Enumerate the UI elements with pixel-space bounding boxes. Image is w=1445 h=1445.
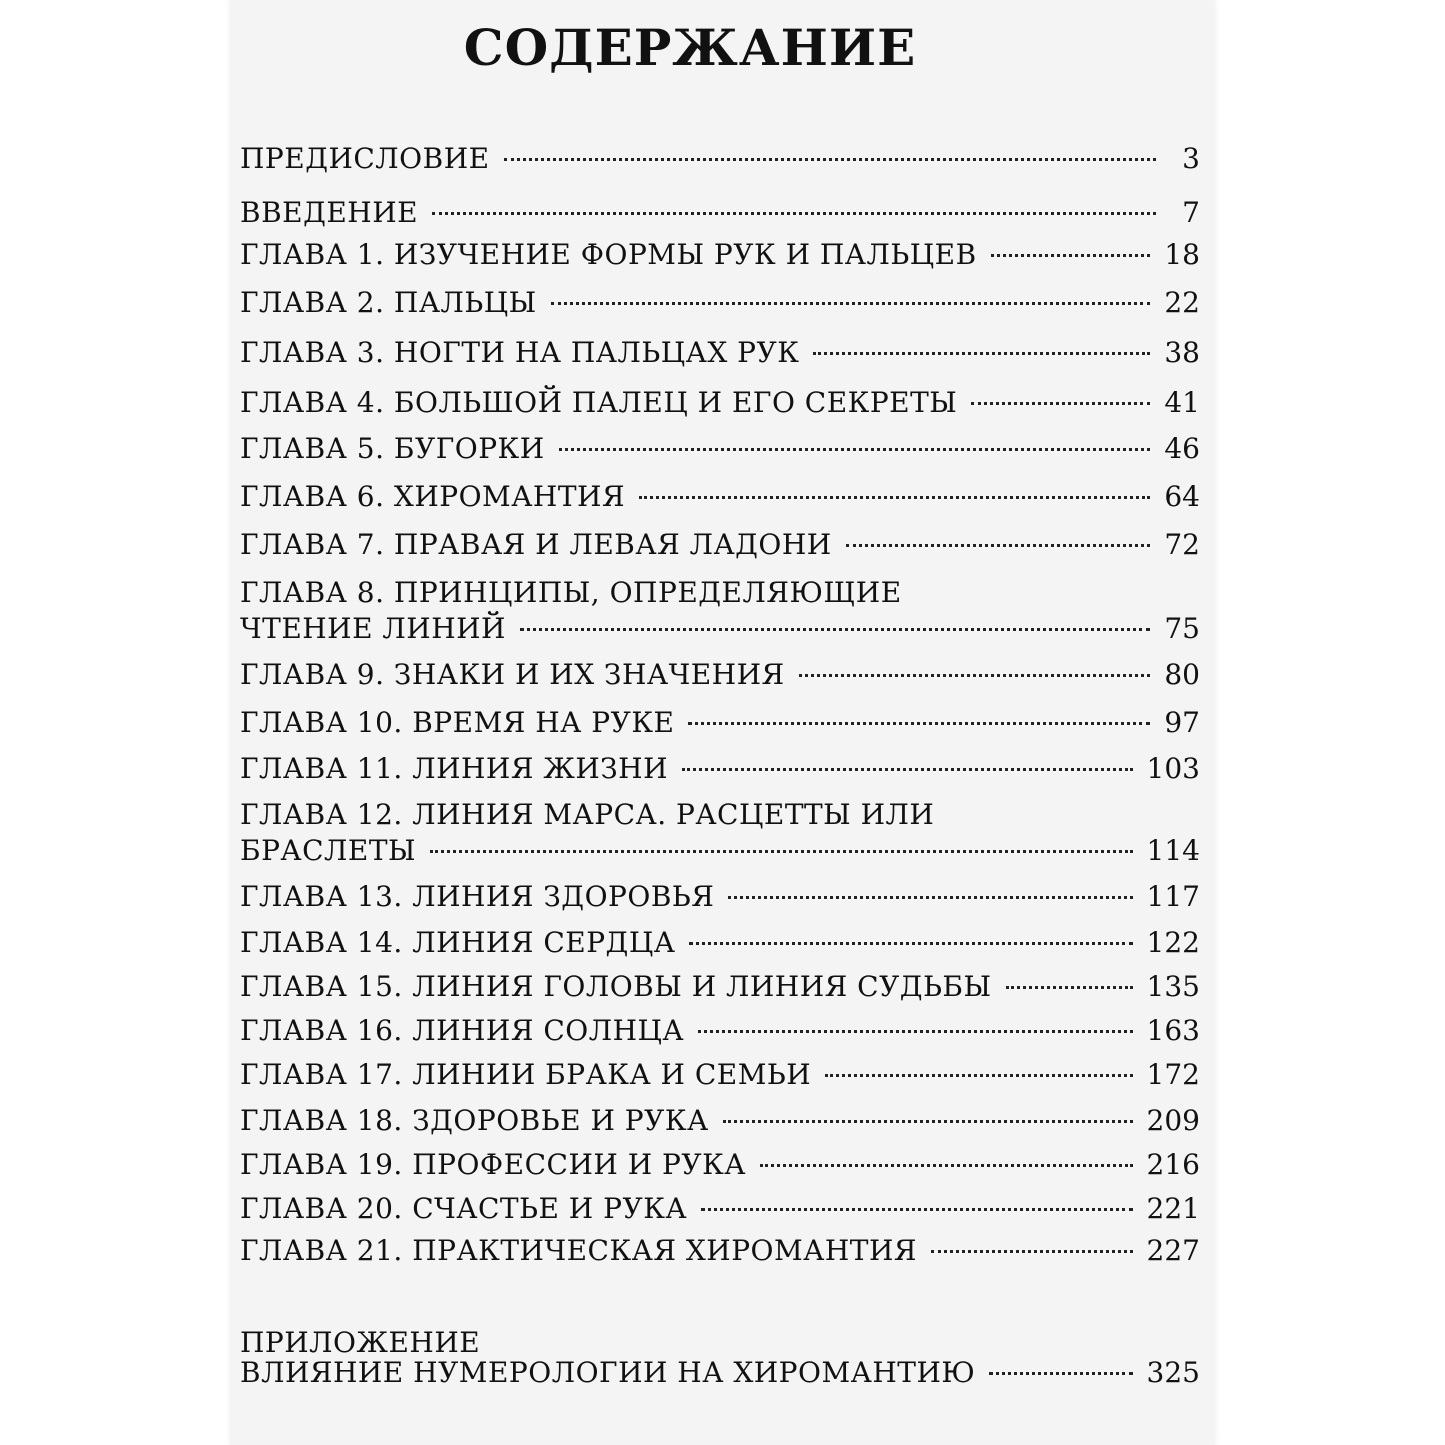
- toc-entry-label: ПРЕДИСЛОВИЕ: [240, 142, 490, 175]
- toc-entry-label: ГЛАВА 19. ПРОФЕССИИ И РУКА: [240, 1148, 746, 1181]
- toc-entry-label: ГЛАВА 5. БУГОРКИ: [240, 432, 545, 465]
- toc-entry: [240, 752, 1200, 785]
- toc-page-number: 18: [1164, 238, 1200, 271]
- toc-page-number: 72: [1164, 528, 1200, 561]
- toc-entry-label: ГЛАВА 21. ПРАКТИЧЕСКАЯ ХИРОМАНТИЯ: [240, 1234, 917, 1267]
- toc-entry-label: ГЛАВА 2. ПАЛЬЦЫ: [240, 286, 537, 319]
- toc-entry-label: ГЛАВА 3. НОГТИ НА ПАЛЬЦАХ РУК: [240, 336, 800, 369]
- toc-entry: [240, 706, 1200, 739]
- toc-entry-label: ГЛАВА 7. ПРАВАЯ И ЛЕВАЯ ЛАДОНИ: [240, 528, 832, 561]
- toc-page-number: 7: [1182, 196, 1200, 229]
- toc-entry-label: ВВЕДЕНИЕ: [240, 196, 419, 229]
- toc-entry-label: ГЛАВА 13. ЛИНИЯ ЗДОРОВЬЯ: [240, 880, 715, 913]
- dot-leader: [504, 158, 1156, 161]
- dot-leader: [682, 768, 1133, 771]
- toc-entry: [240, 1104, 1200, 1137]
- dot-leader: [698, 1030, 1132, 1033]
- toc-entry-label: ГЛАВА 18. ЗДОРОВЬЕ И РУКА: [240, 1104, 709, 1137]
- toc-page-number: 22: [1164, 286, 1200, 319]
- dot-leader: [799, 674, 1151, 677]
- toc-page-number: 135: [1146, 970, 1200, 1003]
- dot-leader: [520, 628, 1150, 631]
- toc-entry: [240, 1058, 1200, 1091]
- toc-entry: [240, 880, 1200, 913]
- page-title: СОДЕРЖАНИЕ: [463, 18, 917, 77]
- toc-entry-label: ГЛАВА 6. ХИРОМАНТИЯ: [240, 480, 626, 513]
- dot-leader: [931, 1250, 1133, 1253]
- dot-leader: [551, 302, 1151, 305]
- toc-page-number: 3: [1182, 142, 1200, 175]
- toc-page-number: 103: [1146, 752, 1200, 785]
- toc-entry-label: ГЛАВА 17. ЛИНИИ БРАКА И СЕМЬИ: [240, 1058, 812, 1091]
- toc-entry: [240, 1192, 1200, 1225]
- dot-leader: [760, 1164, 1133, 1167]
- toc-entry-label: ГЛАВА 16. ЛИНИЯ СОЛНЦА: [240, 1014, 685, 1047]
- toc-page-number: 64: [1164, 480, 1200, 513]
- dot-leader: [989, 1372, 1132, 1375]
- dot-leader: [639, 496, 1150, 499]
- toc-page-number: 80: [1164, 658, 1200, 691]
- dot-leader: [1006, 986, 1133, 989]
- dot-leader: [688, 722, 1150, 725]
- toc-entry: [240, 432, 1200, 465]
- book-page: [230, 0, 1215, 1445]
- toc-entry-label: ГЛАВА 15. ЛИНИЯ ГОЛОВЫ И ЛИНИЯ СУДЬБЫ: [240, 970, 992, 1003]
- toc-entry: [240, 528, 1200, 561]
- toc-page-number: 172: [1146, 1058, 1200, 1091]
- toc-page-number: 38: [1164, 336, 1200, 369]
- dot-leader: [701, 1208, 1132, 1211]
- toc-entry-label: БРАСЛЕТЫ: [240, 834, 417, 867]
- toc-entry-label: ГЛАВА 9. ЗНАКИ И ИХ ЗНАЧЕНИЯ: [240, 658, 785, 691]
- toc-entry: [240, 386, 1200, 419]
- toc-entry: [240, 238, 1200, 271]
- toc-entry-label: ГЛАВА 14. ЛИНИЯ СЕРДЦА: [240, 926, 676, 959]
- toc-entry: [240, 142, 1200, 175]
- dot-leader: [825, 1074, 1132, 1077]
- toc-entry: [240, 926, 1200, 959]
- dot-leader: [432, 212, 1156, 215]
- toc-entry-label-line1: ПРИЛОЖЕНИЕ: [240, 1326, 481, 1359]
- toc-entry-label-line1: ГЛАВА 12. ЛИНИЯ МАРСА. РАСЦЕТТЫ ИЛИ: [240, 798, 935, 831]
- dot-leader: [846, 544, 1151, 547]
- toc-entry-label: ЧТЕНИЕ ЛИНИЙ: [240, 612, 506, 645]
- toc-page-number: 163: [1146, 1014, 1200, 1047]
- toc-page-number: 75: [1164, 612, 1200, 645]
- toc-entry: [240, 1014, 1200, 1047]
- toc-page-number: 122: [1146, 926, 1200, 959]
- toc-entry-label: ГЛАВА 1. ИЗУЧЕНИЕ ФОРМЫ РУК И ПАЛЬЦЕВ: [240, 238, 977, 271]
- toc-entry: [240, 658, 1200, 691]
- toc-entry: [240, 1356, 1200, 1389]
- toc-page-number: 325: [1146, 1356, 1200, 1389]
- toc-entry-label: ГЛАВА 4. БОЛЬШОЙ ПАЛЕЦ И ЕГО СЕКРЕТЫ: [240, 386, 958, 419]
- dot-leader: [813, 352, 1150, 355]
- toc-page-number: 46: [1164, 432, 1200, 465]
- toc-page-number: 227: [1146, 1234, 1200, 1267]
- toc-page-number: 117: [1146, 880, 1200, 913]
- toc-entry-label-line1: ГЛАВА 8. ПРИНЦИПЫ, ОПРЕДЕЛЯЮЩИЕ: [240, 576, 902, 609]
- toc-entry: [240, 336, 1200, 369]
- toc-entry: [240, 970, 1200, 1003]
- toc-entry-label: ГЛАВА 20. СЧАСТЬЕ И РУКА: [240, 1192, 688, 1225]
- dot-leader: [430, 850, 1132, 853]
- toc-page-number: 209: [1146, 1104, 1200, 1137]
- toc-page-number: 114: [1146, 834, 1200, 867]
- toc-entry: [240, 196, 1200, 229]
- toc-page-number: 216: [1146, 1148, 1200, 1181]
- dot-leader: [689, 942, 1132, 945]
- dot-leader: [991, 254, 1151, 257]
- toc-page-number: 97: [1164, 706, 1200, 739]
- toc-entry: [240, 612, 1200, 645]
- toc-entry: [240, 834, 1200, 867]
- toc-entry: [240, 480, 1200, 513]
- toc-page-number: 221: [1146, 1192, 1200, 1225]
- toc-entry: [240, 1234, 1200, 1267]
- toc-entry: [240, 286, 1200, 319]
- toc-entry-label: ГЛАВА 10. ВРЕМЯ НА РУКЕ: [240, 706, 675, 739]
- dot-leader: [971, 402, 1150, 405]
- toc-entry-label: ГЛАВА 11. ЛИНИЯ ЖИЗНИ: [240, 752, 669, 785]
- toc-entry: [240, 1148, 1200, 1181]
- dot-leader: [723, 1120, 1133, 1123]
- toc-entry-label: ВЛИЯНИЕ НУМЕРОЛОГИИ НА ХИРОМАНТИЮ: [240, 1356, 976, 1389]
- dot-leader: [559, 448, 1151, 451]
- dot-leader: [728, 896, 1132, 899]
- toc-page-number: 41: [1164, 386, 1200, 419]
